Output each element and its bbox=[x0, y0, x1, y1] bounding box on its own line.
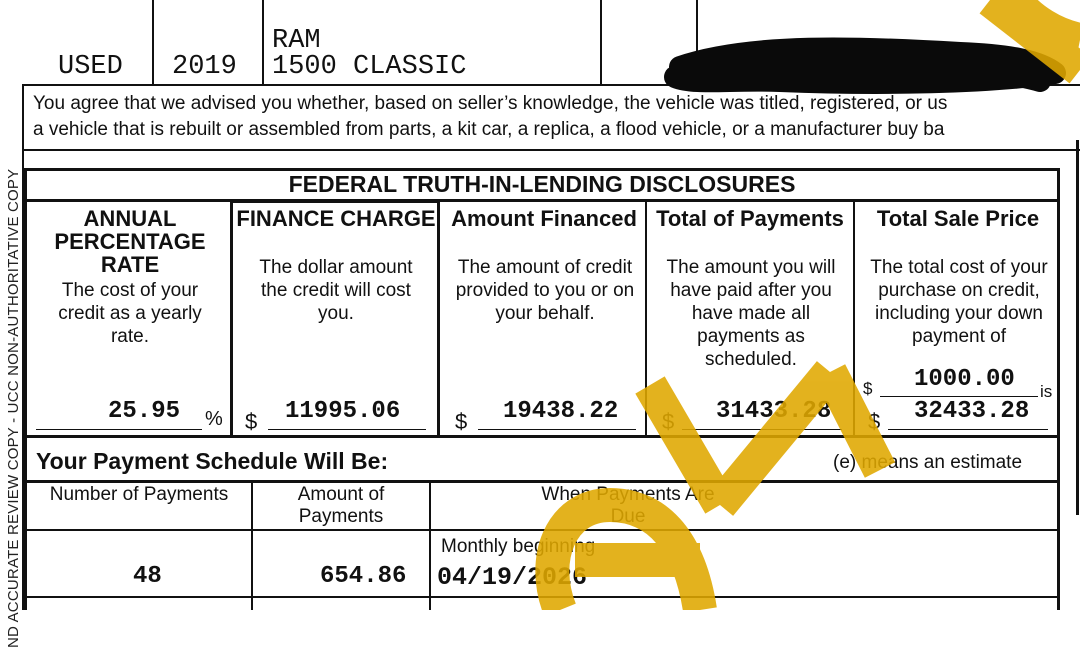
when-payments-due-header: When Payments Are Due bbox=[541, 484, 715, 527]
monthly-beginning-label: Monthly beginning bbox=[441, 536, 596, 557]
total-payments-description: The amount you will have paid after you have made all payments as scheduled. bbox=[666, 257, 836, 370]
advisory-bottom-rule bbox=[22, 149, 1080, 151]
vehicle-divider-3 bbox=[600, 0, 602, 84]
estimate-note: (e) means an estimate bbox=[833, 452, 1023, 473]
amount-financed-heading: Amount Financed bbox=[451, 206, 637, 231]
apr-underline bbox=[36, 429, 202, 430]
first-payment-date: 04/19/2026 bbox=[437, 563, 588, 592]
down-payment-dollar: $ bbox=[863, 379, 873, 398]
amount-of-payments-header: Amount of Payments bbox=[297, 484, 385, 527]
apr-value: 25.95 bbox=[108, 398, 181, 425]
total-payments-underline bbox=[682, 429, 842, 430]
is-label: is bbox=[1040, 382, 1053, 401]
finance-charge-dollar: $ bbox=[245, 409, 258, 434]
number-of-payments-header: Number of Payments bbox=[49, 484, 229, 505]
finance-charge-heading: FINANCE CHARGE bbox=[236, 206, 436, 231]
amount-financed-dollar: $ bbox=[455, 409, 468, 434]
apr-percent-sign: % bbox=[205, 408, 223, 430]
schedule-title-rule bbox=[24, 480, 1060, 483]
vehicle-condition: USED bbox=[58, 52, 123, 82]
down-payment-value: 1000.00 bbox=[914, 366, 1015, 393]
amount-of-payments-value: 654.86 bbox=[320, 563, 407, 590]
total-sale-price-description: The total cost of your purchase on credit, including your down payment of bbox=[870, 257, 1048, 347]
schedule-row-rule bbox=[24, 596, 1060, 598]
amount-financed-value: 19438.22 bbox=[503, 398, 619, 425]
finance-charge-value: 11995.06 bbox=[285, 398, 401, 425]
vehicle-model: 1500 CLASSIC bbox=[272, 52, 467, 82]
schedule-header-rule bbox=[24, 529, 1060, 531]
vehicle-divider-1 bbox=[152, 0, 154, 84]
vehicle-year: 2019 bbox=[172, 52, 237, 82]
advisory-line-2: a vehicle that is rebuilt or assembled from parts, a kit car, a replica, a flood vehicle, or a manufacturer buy ba bbox=[33, 119, 945, 140]
tila-divider-4 bbox=[645, 200, 647, 438]
amount-financed-description: The amount of credit provided to you or on your behalf. bbox=[455, 257, 635, 324]
number-of-payments-value: 48 bbox=[133, 563, 162, 590]
total-sale-price-heading: Total Sale Price bbox=[876, 206, 1040, 231]
total-sale-price-underline bbox=[888, 429, 1048, 430]
redaction-scribble bbox=[660, 25, 1070, 105]
apr-heading: ANNUAL PERCENTAGE RATE bbox=[54, 206, 206, 277]
total-payments-value: 31433.28 bbox=[716, 398, 832, 425]
apr-description: The cost of your credit as a yearly rate. bbox=[58, 280, 202, 347]
schedule-divider-2 bbox=[429, 483, 431, 610]
advisory-line-1: You agree that we advised you whether, based on seller’s knowledge, the vehicle was titled, registered, or us bbox=[33, 93, 948, 114]
total-sale-price-dollar: $ bbox=[868, 409, 881, 434]
finance-charge-underline bbox=[268, 429, 426, 430]
right-edge-rule bbox=[1076, 140, 1079, 515]
total-payments-dollar: $ bbox=[662, 409, 675, 434]
vehicle-make: RAM bbox=[272, 26, 321, 56]
total-payments-heading: Total of Payments bbox=[656, 206, 844, 231]
tila-title: FEDERAL TRUTH-IN-LENDING DISCLOSURES bbox=[288, 171, 796, 197]
tila-title-rule bbox=[24, 199, 1060, 202]
total-sale-price-value: 32433.28 bbox=[914, 398, 1030, 425]
tila-divider-5 bbox=[853, 200, 855, 438]
finance-charge-description: The dollar amount the credit will cost you. bbox=[259, 257, 413, 324]
schedule-title: Your Payment Schedule Will Be: bbox=[36, 448, 389, 474]
side-review-copy-text: ND ACCURATE REVIEW COPY - UCC NON-AUTHORITATIVE COPY bbox=[5, 168, 22, 648]
amount-financed-underline bbox=[478, 429, 636, 430]
vehicle-divider-2 bbox=[262, 0, 264, 84]
down-payment-underline bbox=[880, 396, 1038, 397]
